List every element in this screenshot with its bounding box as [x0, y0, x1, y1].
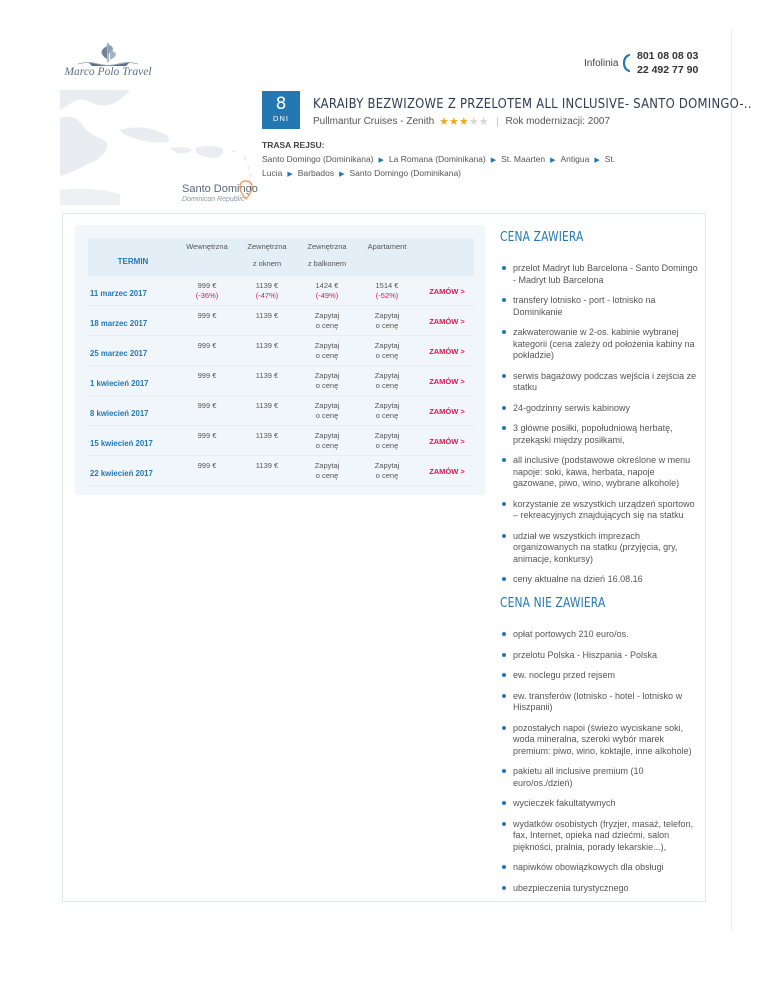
map-city-label: Santo Domingo	[182, 183, 258, 195]
list-item: wycieczek fakultatywnych	[500, 798, 700, 810]
price-cell: Zapytaj o cenę	[374, 401, 400, 420]
table-row	[88, 336, 474, 366]
divider	[497, 117, 498, 127]
infolinia-label: Infolinia	[584, 58, 619, 69]
price-cell: Zapytaj o cenę	[374, 371, 400, 390]
days-count: 8	[275, 94, 287, 114]
list-item: wydatków osobistych (fryzjer, masaż, telefon, fax, Internet, opieka nad dziećmi, salon piękności, pralnia, porady lekarskie...),	[500, 819, 700, 854]
ship-name: Pullmantur Cruises - Zenith	[313, 116, 435, 127]
list-item: udział we wszystkich imprezach organizowanych na statku (przyjęcia, gry, animacje, konkursy)	[500, 531, 700, 566]
cena-nie-zawiera-section	[500, 596, 700, 903]
cena-nie-zawiera-title: CENA NIE ZAWIERA	[500, 596, 606, 611]
price-cell: 1424 € (-49%)	[315, 281, 339, 300]
row-date: 25 marzec 2017	[90, 349, 148, 358]
star-empty-icon: ★	[468, 115, 479, 128]
price-cell: 1139 €	[255, 461, 279, 470]
cena-nie-zawiera-list	[500, 629, 700, 894]
list-item: ew. noclegu przed rejsem	[500, 670, 700, 682]
route-port: St. Lucia	[262, 154, 616, 178]
route-title: TRASA REJSU:	[262, 140, 325, 150]
price-cell: Zapytaj o cenę	[314, 341, 340, 360]
chevron-right-icon: ▶	[287, 171, 293, 178]
table-header	[88, 238, 474, 276]
order-button[interactable]: ZAMÓW >	[429, 377, 465, 386]
star-filled-icon: ★	[449, 115, 459, 128]
table-row	[88, 306, 474, 336]
table-row	[88, 366, 474, 396]
chevron-right-icon: ▶	[339, 171, 345, 178]
phone-icon	[622, 54, 632, 72]
table-body	[88, 276, 474, 486]
cena-zawiera-list	[500, 263, 700, 586]
map-country-label: Dominican Republic	[182, 196, 245, 203]
order-button[interactable]: ZAMÓW >	[429, 467, 465, 476]
page-edge-rule	[731, 30, 732, 930]
table-row	[88, 396, 474, 426]
days-label: DNI	[273, 114, 289, 123]
price-cell: Zapytaj o cenę	[374, 431, 400, 450]
star-empty-icon: ★	[478, 115, 489, 128]
price-cell: 1139 € (-47%)	[255, 281, 279, 300]
price-cell: Zapytaj o cenę	[314, 311, 340, 330]
price-cell: 999 €	[197, 311, 217, 320]
price-cell: 999 €	[197, 371, 217, 380]
list-item: pozostałych napoi (świeżo wyciskane soki, woda mineralna, szeroki wybór marek premium: piwo, wino, koktajle, inne alkohole)	[500, 723, 700, 758]
list-item: przelot Madryt lub Barcelona - Santo Domingo - Madryt lub Barcelona	[500, 263, 700, 286]
order-button[interactable]: ZAMÓW >	[429, 317, 465, 326]
table-row	[88, 426, 474, 456]
list-item: napiwków obowiązkowych dla obsługi	[500, 862, 700, 874]
days-badge	[262, 91, 300, 129]
row-date: 18 marzec 2017	[90, 319, 148, 328]
price-cell: 1139 €	[255, 431, 279, 440]
phone-number-2[interactable]: 22 492 77 90	[637, 64, 699, 76]
route-port: Santo Domingo (Dominikana)	[349, 168, 461, 178]
route-port: St. Maarten	[501, 154, 546, 164]
cena-zawiera-title: CENA ZAWIERA	[500, 230, 584, 245]
list-item: all inclusive (podstawowe określone w menu napoje: soki, kawa, herbata, napoje gazowane, piwo, wino, wybrane alkohole)	[500, 455, 700, 490]
star-rating	[439, 116, 488, 127]
row-date: 22 kwiecień 2017	[90, 469, 153, 478]
header-cabin-suite: Apartament	[367, 242, 407, 251]
row-date: 8 kwiecień 2017	[90, 409, 149, 418]
price-cell: 999 €	[197, 401, 217, 410]
logo-text: Marco Polo Travel	[64, 66, 152, 78]
order-button[interactable]: ZAMÓW >	[429, 287, 465, 296]
price-cell: Zapytaj o cenę	[314, 431, 340, 450]
price-cell: Zapytaj o cenę	[374, 461, 400, 480]
chevron-right-icon: ▶	[550, 157, 556, 164]
order-button[interactable]: ZAMÓW >	[429, 407, 465, 416]
price-cell: 999 € (-36%)	[195, 281, 219, 300]
cruise-subline	[313, 116, 610, 127]
price-cell: Zapytaj o cenę	[374, 311, 400, 330]
route-port: Santo Domingo (Dominikana)	[262, 154, 374, 164]
order-button[interactable]: ZAMÓW >	[429, 437, 465, 446]
list-item: pakietu all inclusive premium (10 euro/os./dzień)	[500, 766, 700, 789]
list-item: 24-godzinny serwis kabinowy	[500, 403, 700, 415]
route-port: Barbados	[297, 168, 335, 178]
list-item: ceny aktualne na dzień 16.08.16	[500, 574, 700, 586]
price-cell: 1139 €	[255, 311, 279, 320]
logo[interactable]	[58, 40, 158, 86]
list-item: zakwaterowanie w 2-os. kabinie wybranej kategorii (cena zależy od położenia kabiny na pokładzie)	[500, 327, 700, 362]
chevron-right-icon: ▶	[594, 157, 600, 164]
list-item: przelotu Polska - Hiszpania - Polska	[500, 650, 700, 662]
list-item: korzystanie ze wszystkich urządzeń sportowo – rekreacyjnych znajdujących się na statku	[500, 499, 700, 522]
list-item: serwis bagażowy podczas wejścia i zejścia ze statku	[500, 371, 700, 394]
list-item: transfery lotnisko - port - lotnisko na Dominikanie	[500, 295, 700, 318]
price-cell: 1139 €	[255, 401, 279, 410]
order-button[interactable]: ZAMÓW >	[429, 347, 465, 356]
price-cell: Zapytaj o cenę	[314, 401, 340, 420]
price-cell: Zapytaj o cenę	[374, 341, 400, 360]
header-cabin-inside: Wewnętrzna	[186, 242, 228, 251]
row-date: 15 kwiecień 2017	[90, 439, 153, 448]
phone-numbers[interactable]	[637, 49, 698, 77]
star-filled-icon: ★	[458, 115, 469, 128]
table-row	[88, 276, 474, 306]
price-table	[88, 238, 474, 486]
route-port: Antigua	[560, 154, 590, 164]
list-item: ubezpieczenia turystycznego	[500, 883, 700, 895]
list-item: ew. transferów (lotnisko - hotel - lotnisko w Hiszpanii)	[500, 691, 700, 714]
price-cell: 999 €	[197, 461, 217, 470]
price-cell: Zapytaj o cenę	[314, 461, 340, 480]
route-port: La Romana (Dominikana)	[388, 154, 486, 164]
list-item: 3 główne posiłki, popołudniową herbatę, przekąski między posiłkami,	[500, 423, 700, 446]
star-filled-icon: ★	[439, 115, 450, 128]
header-cabin-window: Zewnętrzna z oknem	[247, 242, 287, 268]
row-date: 11 marzec 2017	[90, 289, 147, 298]
price-cell: 1139 €	[255, 341, 279, 350]
price-cell: 999 €	[197, 341, 217, 350]
ship-logo-icon	[58, 40, 158, 68]
chevron-right-icon: ▶	[490, 157, 497, 164]
price-cell: Zapytaj o cenę	[314, 371, 340, 390]
price-cell: 999 €	[197, 431, 217, 440]
route-list	[262, 153, 702, 181]
cruise-title: KARAIBY BEZWIZOWE Z PRZELOTEM ALL INCLUSIVE- SANTO DOMINGO-..	[313, 96, 752, 112]
chevron-right-icon: ▶	[378, 157, 384, 164]
row-date: 1 kwiecień 2017	[90, 379, 149, 388]
cena-zawiera-section	[500, 230, 700, 595]
header-termin: TERMIN	[117, 257, 149, 266]
list-item: opłat portowych 210 euro/os.	[500, 629, 700, 641]
header-cabin-balcony: Zewnętrzna z balkonem	[307, 242, 347, 268]
modernization-year: Rok modernizacji: 2007	[505, 116, 611, 127]
price-cell: 1514 € (-52%)	[375, 281, 399, 300]
table-row	[88, 456, 474, 486]
phone-number-1[interactable]: 801 08 08 03	[637, 50, 699, 62]
price-cell: 1139 €	[255, 371, 279, 380]
